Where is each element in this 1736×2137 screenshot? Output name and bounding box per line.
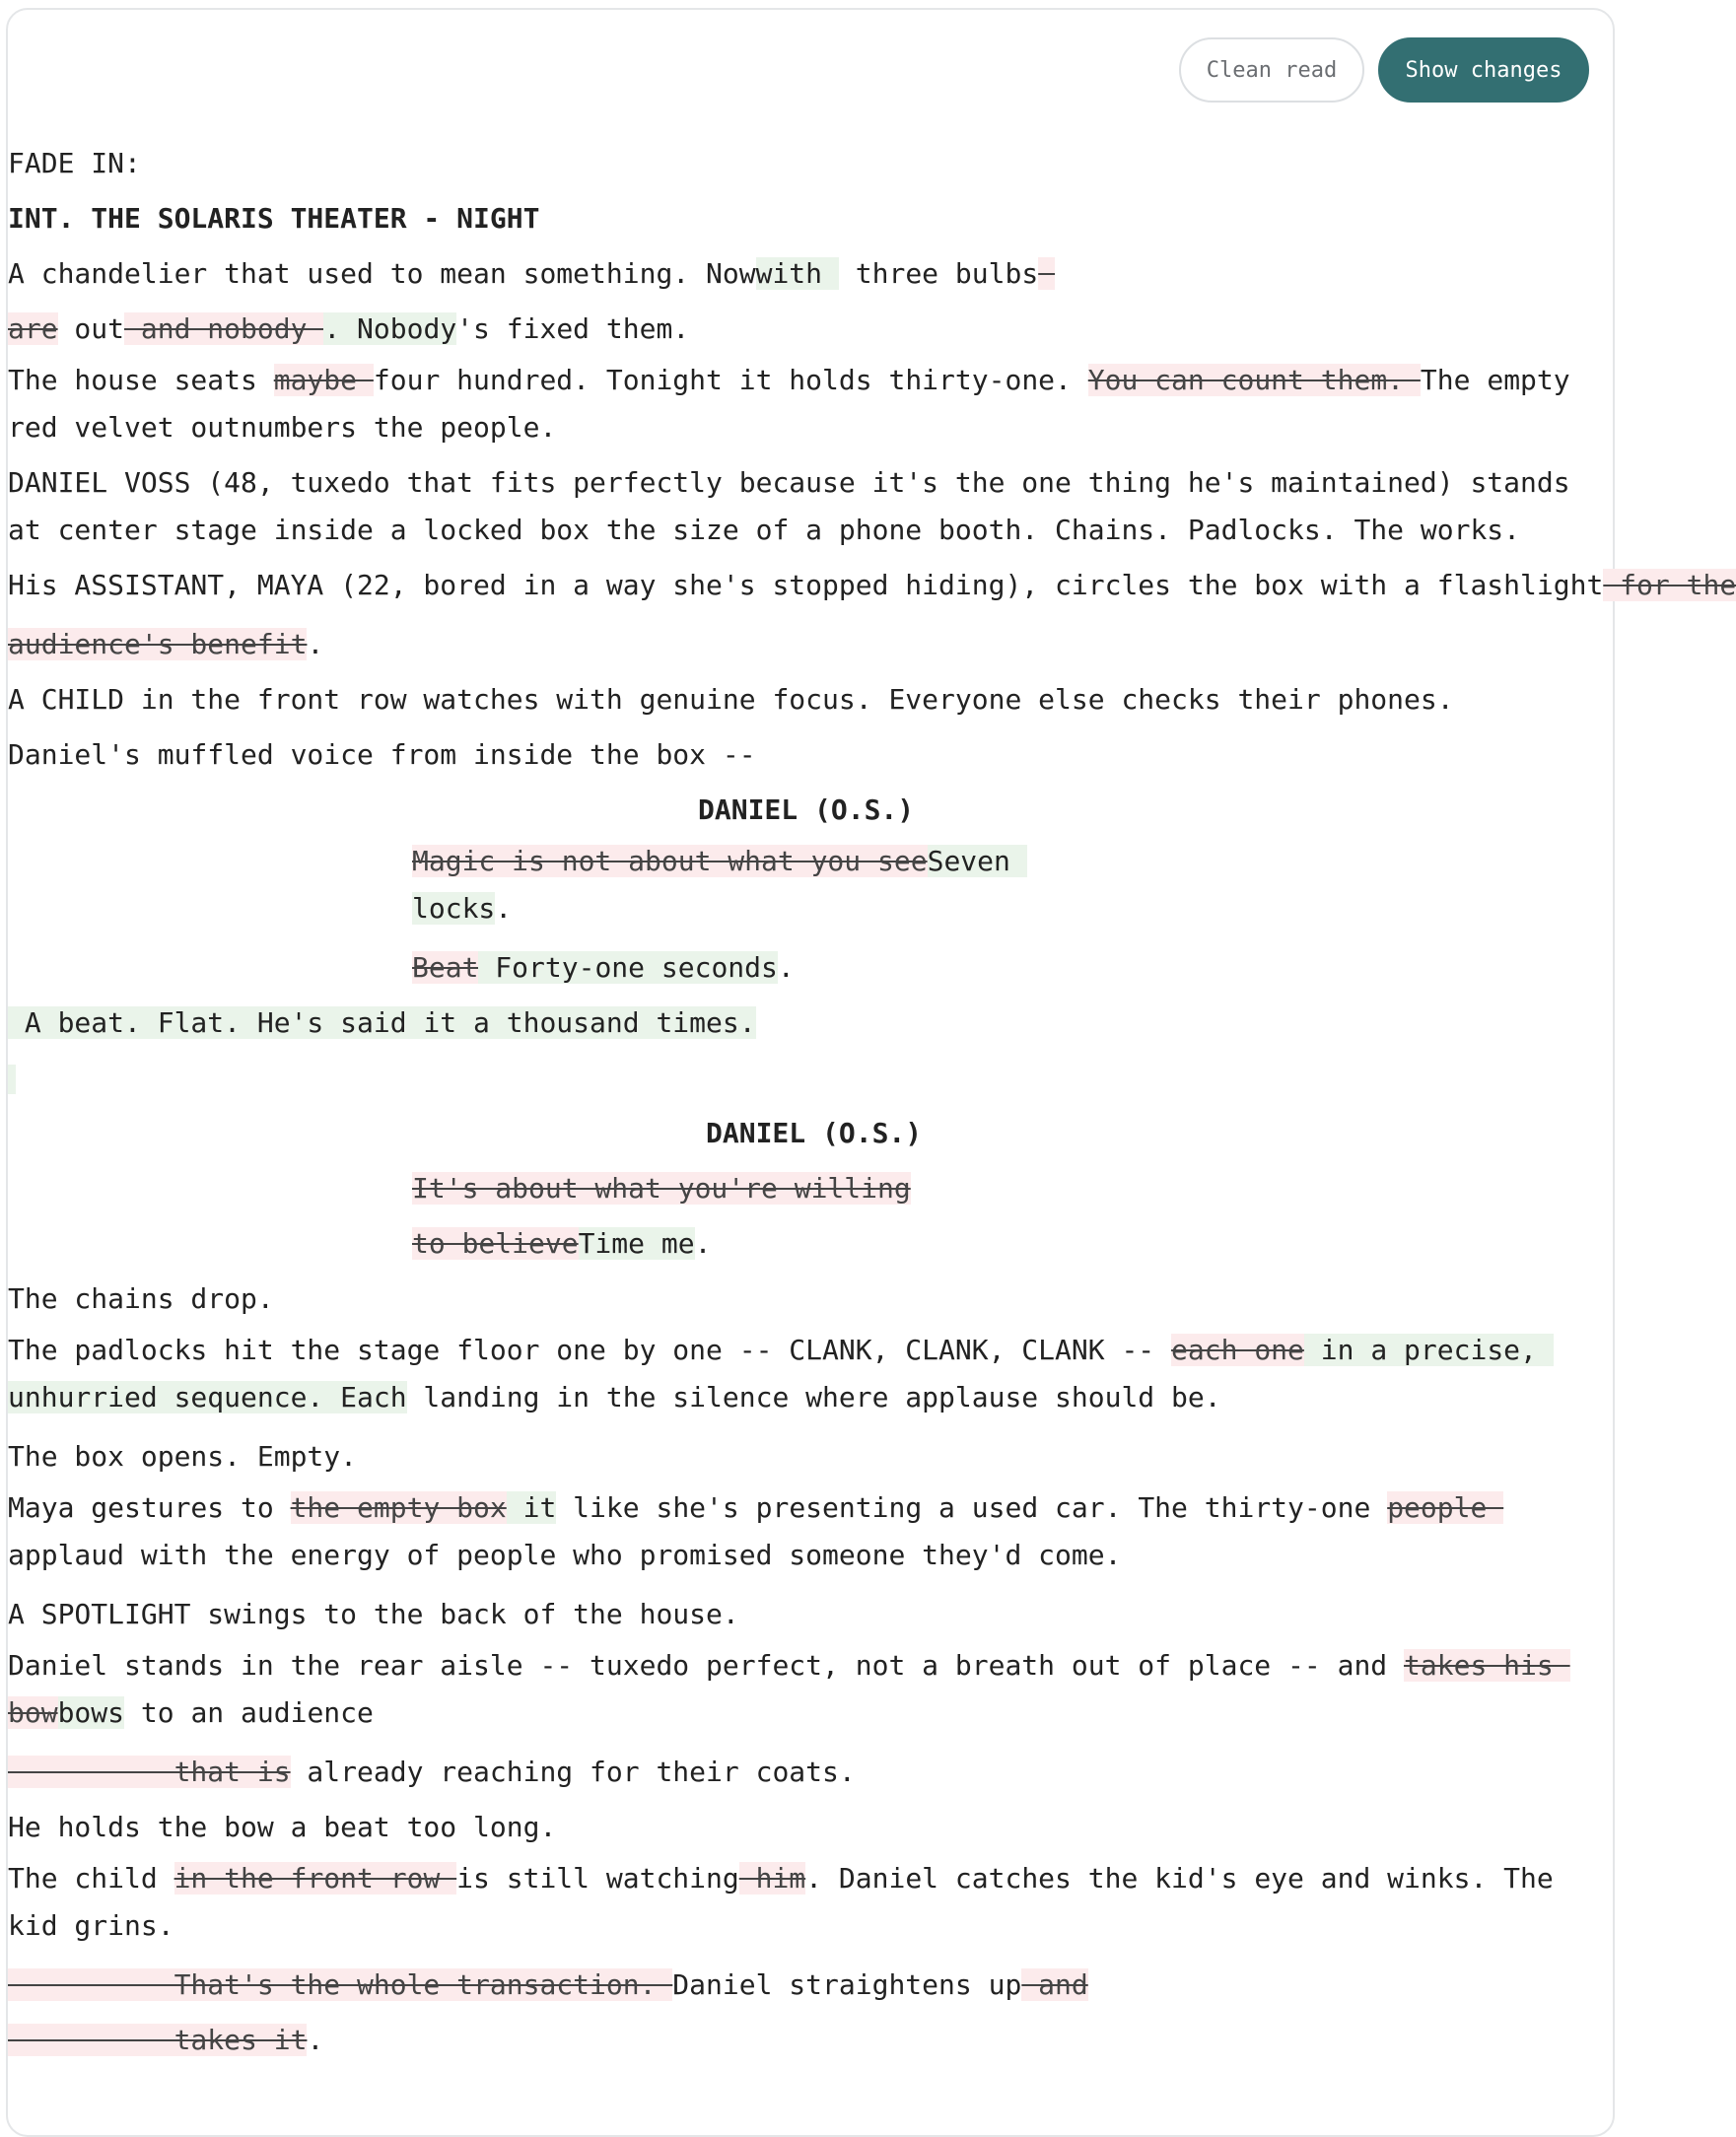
- action-line: takes it.: [8, 2024, 324, 2056]
- inserted-blank-line: [8, 1051, 1595, 1106]
- insertion-marker: [8, 1065, 16, 1094]
- deletion: takes his: [1404, 1649, 1570, 1682]
- deletion: and: [1021, 1968, 1088, 2001]
- insertion: Time me: [578, 1227, 695, 1260]
- deletion: takes it: [8, 2024, 308, 2056]
- clean-read-button[interactable]: Clean read: [1179, 37, 1364, 103]
- dialogue-block: Magic is not about what you seeSeven locks.: [412, 845, 1027, 925]
- action-paragraph: The house seats maybe four hundred. Tonight it holds thirty-one. You can count them. The empty red velvet outnumbers the people.: [8, 364, 1570, 444]
- action-line: audience's benefit.: [8, 628, 324, 660]
- insertion: in a precise,: [1303, 1334, 1554, 1366]
- action-line: Daniel's muffled voice from inside the box --: [8, 738, 756, 771]
- deletion: to believe: [412, 1227, 579, 1260]
- deletion: and nobody: [124, 312, 324, 345]
- insertion: unhurried sequence. Each: [8, 1381, 407, 1413]
- action-line: that is already reaching for their coats.: [8, 1756, 856, 1788]
- action-line: A CHILD in the front row watches with genuine focus. Everyone else checks their phones.: [8, 683, 1454, 716]
- deletion: the empty box: [290, 1491, 507, 1524]
- action-line: The box opens. Empty.: [8, 1440, 358, 1473]
- dialogue-line: to believeTime me.: [412, 1227, 712, 1260]
- character-cue: DANIEL (O.S.): [706, 1117, 923, 1149]
- action-line: A chandelier that used to mean something. Nowwith three bulbs: [8, 246, 1595, 302]
- character-cue: DANIEL (O.S.): [698, 793, 915, 826]
- deletion: him: [738, 1862, 806, 1895]
- scene-heading: INT. THE SOLARIS THEATER - NIGHT: [8, 202, 540, 235]
- action-paragraph: His ASSISTANT, MAYA (22, bored in a way she's stopped hiding), circles the box with a flashlight for the: [8, 569, 1736, 601]
- insertion: Forty-one seconds: [478, 951, 778, 984]
- action-paragraph: DANIEL VOSS (48, tuxedo that fits perfectly because it's the one thing he's maintained) stands at center stage inside a locked box the size of a phone booth. Chains. Padlocks. The works.: [8, 466, 1570, 546]
- show-changes-button[interactable]: Show changes: [1378, 37, 1589, 103]
- deletion: bow: [8, 1696, 58, 1729]
- screenplay-body: [8, 136, 1736, 2068]
- action-line: are out and nobody . Nobody's fixed them.: [8, 312, 690, 345]
- view-toggle: [1179, 37, 1589, 103]
- insertion: . Nobody: [323, 312, 457, 345]
- insertion: Seven: [927, 845, 1027, 877]
- deletion: [1038, 257, 1055, 290]
- dialogue-line: [8, 1161, 1595, 1216]
- insertion: A beat. Flat. He's said it a thousand times.: [8, 1006, 756, 1039]
- transition-line: FADE IN:: [8, 147, 141, 179]
- deletion: audience's benefit: [8, 628, 308, 660]
- action-line: The chains drop.: [8, 1282, 274, 1315]
- insertion: bows: [57, 1696, 125, 1729]
- action-paragraph: Maya gestures to the empty box it like she's presenting a used car. The thirty-one people applaud with the energy of people who promised someone they'd come.: [8, 1491, 1504, 1571]
- deletion: Magic is not about what you see: [412, 845, 928, 877]
- deletion: It's about what you're willing: [412, 1172, 911, 1205]
- insertion: locks: [412, 892, 496, 925]
- action-line: That's the whole transaction. Daniel straightens up and: [8, 1968, 1088, 2001]
- action-paragraph: The padlocks hit the stage floor one by one -- CLANK, CLANK, CLANK -- each one in a precise, unhurried sequence. Each landing in the silence where applause should be.: [8, 1334, 1554, 1413]
- action-line: A SPOTLIGHT swings to the back of the house.: [8, 1598, 739, 1630]
- action-paragraph: Daniel stands in the rear aisle -- tuxedo perfect, not a breath out of place -- and takes his bowbows to an audience: [8, 1649, 1570, 1729]
- insertion: it: [506, 1491, 557, 1524]
- deletion: each one: [1171, 1334, 1304, 1366]
- action-line: He holds the bow a beat too long.: [8, 1811, 557, 1843]
- action-paragraph: The child in the front row is still watching him. Daniel catches the kid's eye and winks. The kid grins.: [8, 1862, 1554, 1942]
- deletion: maybe: [273, 364, 374, 396]
- deletion: in the front row: [174, 1862, 457, 1895]
- inserted-action-line: [8, 996, 1595, 1051]
- deletion: people: [1387, 1491, 1504, 1524]
- dialogue-line: Beat Forty-one seconds.: [412, 951, 795, 984]
- deletion: You can count them.: [1087, 364, 1421, 396]
- deletion: are: [8, 312, 58, 345]
- deletion: Beat: [412, 951, 479, 984]
- insertion: with: [755, 257, 839, 290]
- deletion: That's the whole transaction.: [8, 1968, 673, 2001]
- deletion: for the: [1603, 569, 1736, 601]
- deletion: that is: [8, 1756, 291, 1788]
